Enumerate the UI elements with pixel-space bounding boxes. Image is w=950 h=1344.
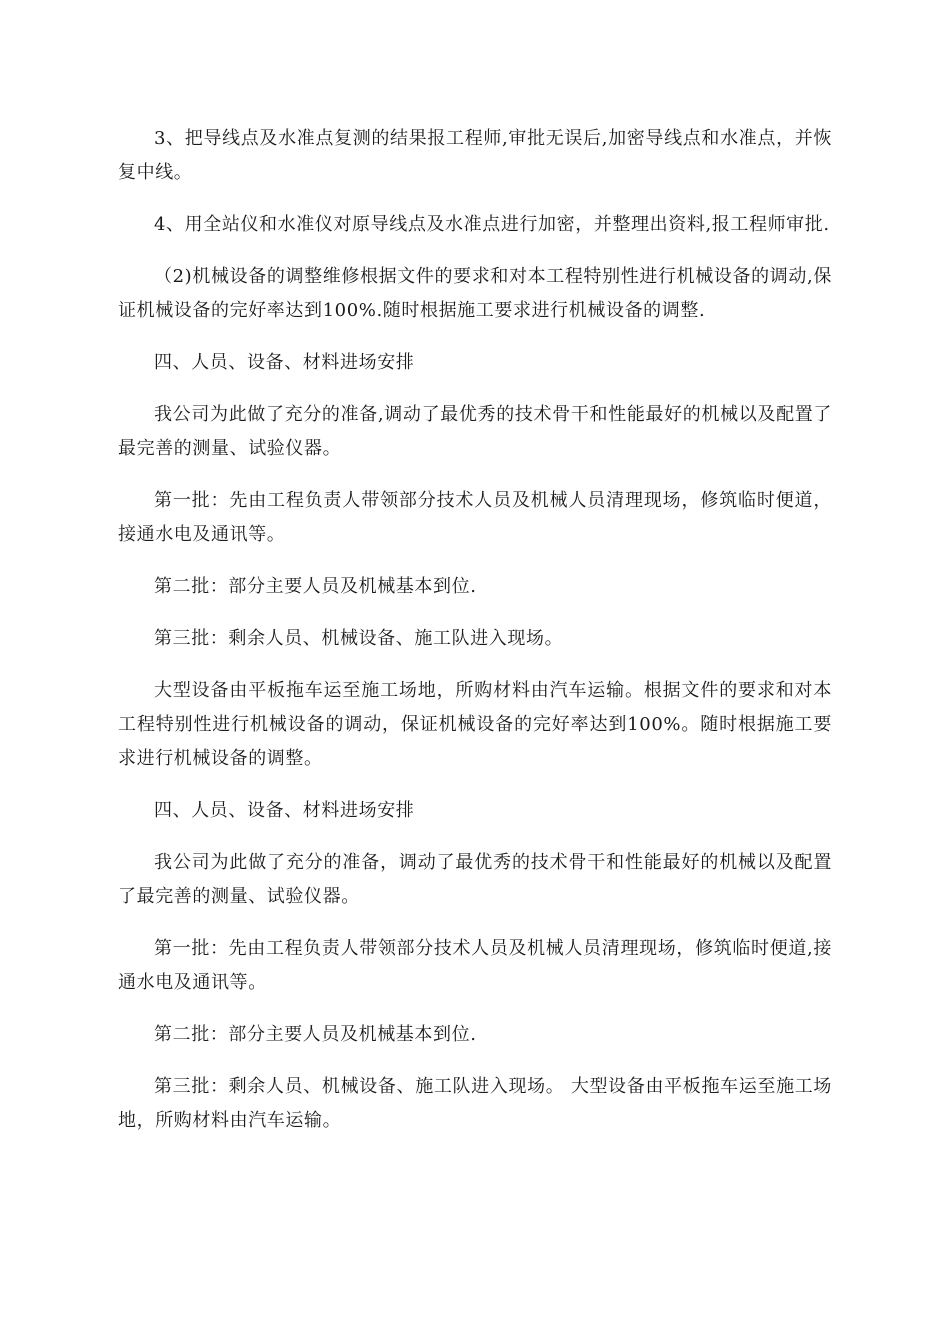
paragraph-equipment-maintenance: （2)机械设备的调整维修根据文件的要求和对本工程特别性进行机械设备的调动,保证机械设备的完好率达到100%.随时根据施工要求进行机械设备的调整. xyxy=(118,266,832,321)
paragraph-batch-one-repeat: 第一批：先由工程负责人带领部分技术人员及机械人员清理现场，修筑临时便道,接通水电及通讯等。 xyxy=(118,938,832,993)
paragraph-batch-three-repeat: 第三批：剩余人员、机械设备、施工队进入现场。 大型设备由平板拖车运至施工场地，所购材料由汽车运输。 xyxy=(118,1076,832,1131)
paragraph-company-preparation: 我公司为此做了充分的准备,调动了最优秀的技术骨干和性能最好的机械以及配置了最完善的测量、试验仪器。 xyxy=(118,404,832,459)
paragraph-densify-points: 4、用全站仪和水准仪对原导线点及水准点进行加密，并整理出资料,报工程师审批. xyxy=(154,214,830,235)
section-heading-entry-arrangement: 四、人员、设备、材料进场安排 xyxy=(154,352,415,373)
paragraph-large-equipment-transport: 大型设备由平板拖车运至施工场地，所购材料由汽车运输。根据文件的要求和对本工程特别性进行机械设备的调动，保证机械设备的完好率达到100%。随时根据施工要求进行机械设备的调整。 xyxy=(118,680,832,769)
paragraph-company-preparation-repeat: 我公司为此做了充分的准备，调动了最优秀的技术骨干和性能最好的机械以及配置了最完善的测量、试验仪器。 xyxy=(118,852,832,907)
paragraph-resurvey-report: 3、把导线点及水准点复测的结果报工程师,审批无误后,加密导线点和水准点，并恢复中线。 xyxy=(118,128,832,183)
document-body xyxy=(118,122,832,1156)
section-heading-entry-arrangement-repeat: 四、人员、设备、材料进场安排 xyxy=(154,800,415,821)
paragraph-batch-three: 第三批：剩余人员、机械设备、施工队进入现场。 xyxy=(154,628,564,649)
paragraph-batch-two-repeat: 第二批：部分主要人员及机械基本到位. xyxy=(154,1024,477,1045)
paragraph-batch-one: 第一批：先由工程负责人带领部分技术人员及机械人员清理现场，修筑临时便道，接通水电及通讯等。 xyxy=(118,490,832,545)
paragraph-batch-two: 第二批：部分主要人员及机械基本到位. xyxy=(154,576,477,597)
